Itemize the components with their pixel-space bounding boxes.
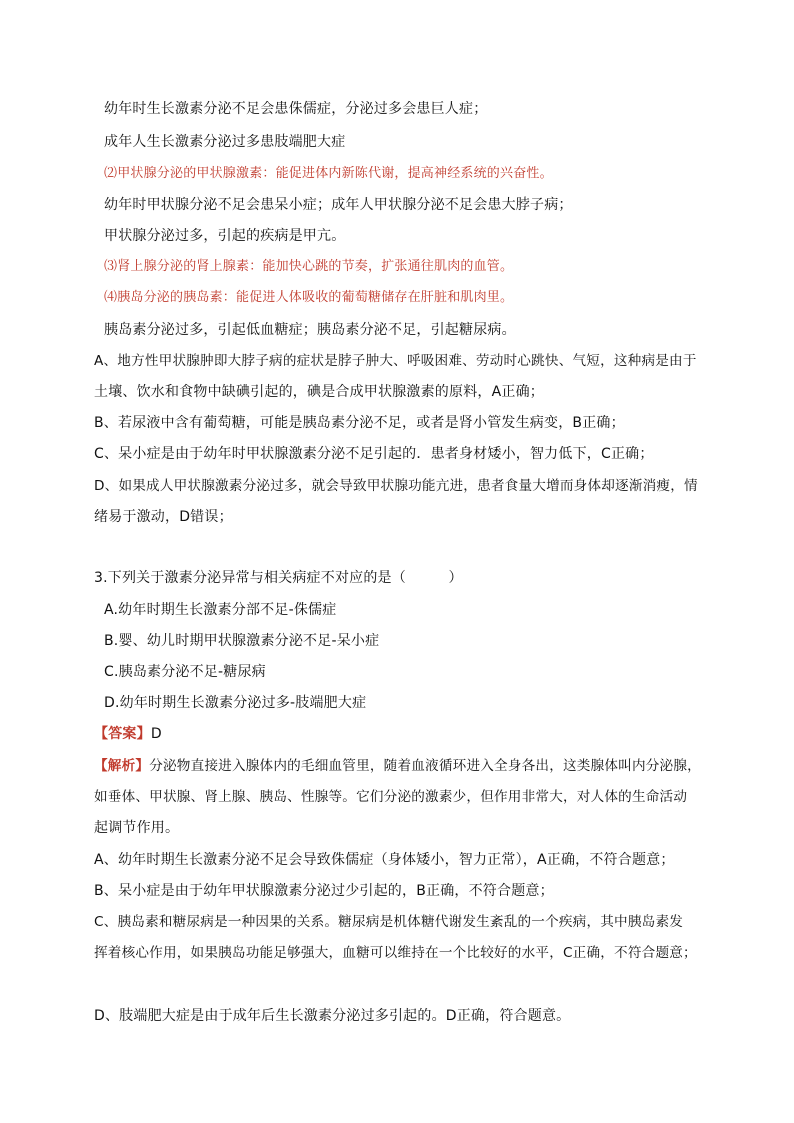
text-line-highlight: ⑷胰岛分泌的胰岛素：能促进人体吸收的葡萄糖储存在肝脏和肌肉里。 [104,290,514,305]
answer-line [94,724,162,744]
option-a-explanation-cont: 土壤、饮水和食物中缺碘引起的，碘是合成甲状腺激素的原料，A正确； [94,384,544,400]
option-a-explanation: A、地方性甲状腺肿即大脖子病的症状是脖子肿大、呼吸困难、劳动时心跳快、气短，这种病是由于 [94,353,697,369]
analysis-label: 【解析】 [94,758,150,774]
choice-a: A.幼年时期生长激素分部不足-侏儒症 [104,602,337,618]
text-line: 幼年时生长激素分泌不足会患侏儒症，分泌过多会患巨人症； [104,101,488,117]
analysis-option-a: A、幼年时期生长激素分泌不足会导致侏儒症（身体矮小，智力正常），A正确，不符合题意； [94,852,675,868]
option-b-explanation: B、若尿液中含有葡萄糖，可能是胰岛素分泌不足，或者是肾小管发生病变，B正确； [94,415,625,431]
text-line: 幼年时甲状腺分泌不足会患呆小症；成年人甲状腺分泌不足会患大脖子病； [104,197,573,213]
option-d-explanation-cont: 绪易于激动，D错误； [94,509,233,525]
text-line: 胰岛素分泌过多，引起低血糖症；胰岛素分泌不足，引起糖尿病。 [104,322,516,338]
analysis-option-c-cont: 挥着核心作用，如果胰岛功能足够强大，血糖可以维持在一个比较好的水平，C正确，不符合题意； [94,945,697,961]
analysis-text: 分泌物直接进入腺体内的毛细血管里，随着血液循环进入全身各出，这类腺体叫内分泌腺， [149,758,701,774]
text-line: 成年人生长激素分泌过多患肢端肥大症 [104,134,346,150]
analysis-text-cont: 起调节作用。 [94,820,180,836]
answer-value: D [150,726,162,742]
option-d-explanation: D、如果成人甲状腺激素分泌过多，就会导致甲状腺功能亢进，患者食量大增而身体却逐渐消瘦，情 [94,478,698,494]
choice-d: D.幼年时期生长激素分泌过多-肢端肥大症 [104,695,367,711]
text-line-highlight: ⑵甲状腺分泌的甲状腺激素：能促进体内新陈代谢，提高神经系统的兴奋性。 [104,166,553,181]
choice-b: B.婴、幼儿时期甲状腺激素分泌不足-呆小症 [104,633,380,649]
analysis-line [94,756,701,776]
text-line: 甲状腺分泌过多，引起的疾病是甲亢。 [104,228,346,244]
question-3: 3.下列关于激素分泌异常与相关病症不对应的是（ ） [94,570,463,586]
analysis-text-cont: 如垂体、甲状腺、肾上腺、胰岛、性腺等。它们分泌的激素少，但作用非常大，对人体的生命活动 [94,789,688,805]
analysis-option-b: B、呆小症是由于幼年甲状腺激素分泌过少引起的，B正确，不符合题意； [94,883,554,899]
text-line-highlight: ⑶肾上腺分泌的肾上腺素：能加快心跳的节奏，扩张通往肌肉的血管。 [104,259,514,274]
analysis-option-d: D、肢端肥大症是由于成年后生长激素分泌过多引起的。D正确，符合题意。 [94,1008,571,1024]
analysis-option-c: C、胰岛素和糖尿病是一种因果的关系。糖尿病是机体糖代谢发生紊乱的一个疾病，其中胰岛素发 [94,914,684,930]
option-c-explanation: C、呆小症是由于幼年时甲状腺激素分泌不足引起的．患者身材矮小，智力低下，C正确； [94,446,654,462]
answer-label: 【答案】 [94,726,151,742]
choice-c: C.胰岛素分泌不足-糖尿病 [104,664,266,680]
